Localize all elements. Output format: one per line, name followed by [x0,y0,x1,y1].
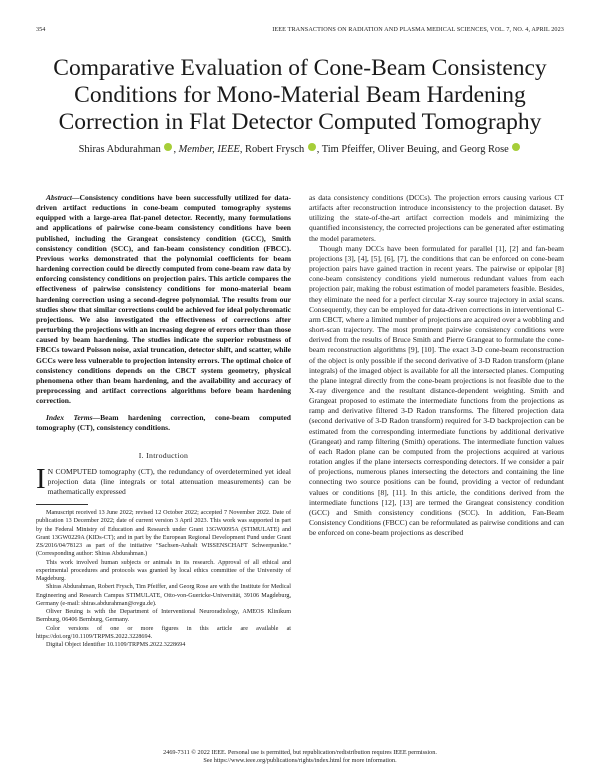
abstract-label: Abstract— [46,193,80,202]
orcid-icon[interactable] [308,143,316,151]
left-column [36,193,291,649]
body-paragraph: Though many DCCs have been formulated for parallel [1], [2] and fan-beam projections [3], [4], [5], [6], [7], the conditions that can be enforced on cone-beam projection pairs have gained traction in recent years. The pairwise or epipolar [8] cone-beam consistency conditions yield numerous redundant values from each projection pair, making the robust estimation of model parameters feasible. Besides, they eliminate the need for a perfect circular X-ray source trajectory in axial scans. Consequently, they can be employed for data-driven corrections in interventional C-arm CBCT, where a limited number of projections are acquired over a wobbling and short-scan trajectory. The most prominent pairwise consistency conditions were derived from the results of Bruce Smith and Pierre Grangeat to formulate the cone-beam reconstruction algorithms [9], [10]. The exact 3-D cone-beam reconstruction of the object is only possible if the second derivative of 3-D Radon transform (plane integrals) of the imaged object is available for all the intersected planes. Computing the plane integral directly from the cone-beam projections is not feasible due to the X-ray divergence and the resultant distance-dependent weighting. Smith and Grangeat proposed to estimate the intermediate functions from the projections as ramp and derivative filtered 3-D Radon transforms. The filtered projection data (second derivative of 3-D Radon transform) required for 3-D backprojection can be estimated from the corresponding intermediate functions by additional derivative (Grangeat) and ramp filtering (Smith) operations. The intermediate function values of each Radon plane can be computed from the projections acquired at various rotation angles if the plane intersects corresponding detectors. If we consider a pair of projections, numerous planes intersecting the detectors and containing the line connecting two source positions can be found, providing a vector of redundant values or conditions [8], [11]. In this article, the conditions derived from the intermediate functions [12], [13] are termed the Grangeat consistency condition (GCC) and Smith consistency conditions (SCC). In addition, Fan-Beam Consistency Conditions (FBCC) can be reformulated as pairwise conditions and can be enforced on cone-beam projections as described [309,243,564,538]
author-name: Shiras Abdurahman [78,144,161,155]
page-number: 354 [36,26,46,33]
copyright-footer [20,749,580,765]
orcid-icon[interactable] [512,143,520,151]
title-line: Correction in Flat Detector Computed Tomography [58,109,542,135]
drop-cap: I [36,462,46,495]
index-terms-text: Beam hardening correction, cone-beam computed tomography (CT), consistency conditions. [36,413,291,433]
title-line: Comparative Evaluation of Cone-Beam Consistency [53,55,547,81]
orcid-icon[interactable] [164,143,172,151]
intro-lead: N COMPUTED [47,466,98,476]
author-membership: Member, IEEE [178,144,240,155]
footnote-rule [36,504,88,505]
journal-name: IEEE TRANSACTIONS ON RADIATION AND PLASMA MEDICAL SCIENCES, VOL. 7, NO. 4, APRIL 2023 [272,26,564,33]
footnote: This work involved human subjects or animals in its research. Approval of all ethical and experimental procedures and protocols was granted by local ethics committee of the University of Magdeburg. [36,559,291,583]
intro-text: tomography (CT), the redundancy of overdetermined yet ideal projection data (line integrals or total attenuation measurements) can be mathematically expressed [47,466,291,497]
running-header [36,26,564,36]
section-heading: I. Introduction [138,450,189,460]
body-paragraph: as data consistency conditions (DCCs). The projection errors causing various CT artifacts after reconstruction introduce inconsistency to the projection dataset. By utilizing the state-of-the-art artifact correction models and minimizing the quantified inconsistency, the corrected projections can be generated after estimating the model parameters. [309,193,564,243]
footnote: Manuscript received 13 June 2022; revised 12 October 2022; accepted 7 November 2022. Date of publication 13 December 2022; date of current version 3 April 2023. This work was supported in part by the Federal Ministry of Education and Research under Grant 13GW0095A (STIMULATE) and Grant 13GW0229A (KIDs-CT); and in part by the European Regional Development Fund under Grant ZS/2016/04/78123 as part of the initiative "Sachsen-Anhalt WISSENSCHAFT Schwerpunkte." (Corresponding author: Shiras Abdurahman.) [36,510,291,558]
abstract-text: Consistency conditions have been successfully utilized for data-driven artifact reductions in cone-beam computed tomography systems equipped with a large-area flat-panel detector. Recently, many formulations and applications of pairwise cone-beam consistency conditions have been published, including the Grangeat consistency condition (GCC), Smith consistency condition (SCC), and fan-beam consistency condition (FBCC). Previous works demonstrated that the polynomial coefficients for beam hardening correction could be directly computed from cone-beam raw data by enforcing consistency conditions on projection pairs. This article compares the effectiveness of pairwise consistency conditions for mono-material beam hardening correction using a second-degree polynomial. The results from our studies show that similar corrections could be achieved for ideal polychromatic projections. We also investigated the effectiveness of corrections after perturbing the projections with an increasing degree of errors other than those caused by beam hardening. The studies indicate the superior robustness of FBCCs toward Poisson noise, axial truncation, detector shift, and scatter, while GCCs were less vulnerable to projection intensity errors. The optimal choice of consistency conditions depends on the CBCT system geometry, physical phenomena other than beam hardening, and the availability and accuracy of preprocessing and artifact corrections algorithms before beam hardening correction. [36,193,291,406]
right-column [309,193,564,538]
index-terms-label: Index Terms— [46,413,101,423]
copyright-line: 2469-7311 © 2022 IEEE. Personal use is permitted, but republication/redistribution requires IEEE permission. [163,749,437,756]
rights-link[interactable]: See https://www.ieee.org/publications/rights/index.html for more information. [203,757,397,764]
title-line: Conditions for Mono-Material Beam Hardening [74,82,526,108]
intro-paragraph [36,462,291,497]
footnote: Digital Object Identifier 10.1109/TRPMS.2022.3228694 [46,642,186,649]
footnote: Oliver Beuing is with the Department of Interventional Neuroradiology, AMEOS Klinikum Bernburg, 06406 Bernburg, Germany. [36,609,291,624]
index-terms [36,413,291,433]
footnote: Shiras Abdurahman, Robert Frysch, Tim Pfeiffer, and Georg Rose are with the Institute for Medical Engineering and Research Campus STIMULATE, Otto-von-Guericke-Universität, 39106 Magdeburg, Germany (e-mail: shiras.abdurahman@ovgu.de). [36,584,291,607]
footnote-doi-link[interactable]: Color versions of one or more figures in this article are available at https://doi.org/10.1109/TRPMS.2022.3228694. [36,625,291,640]
author-name: , Robert Frysch [239,144,305,155]
author-list: Shiras Abdurahman , Member, IEEE, Robert Frysch , Tim Pfeiffer, Oliver Beuing, and Georg Rose [20,143,580,155]
abstract [36,193,291,406]
author-names: , Tim Pfeiffer, Oliver Beuing, and Georg Rose [316,144,509,155]
paper-title [20,55,580,136]
